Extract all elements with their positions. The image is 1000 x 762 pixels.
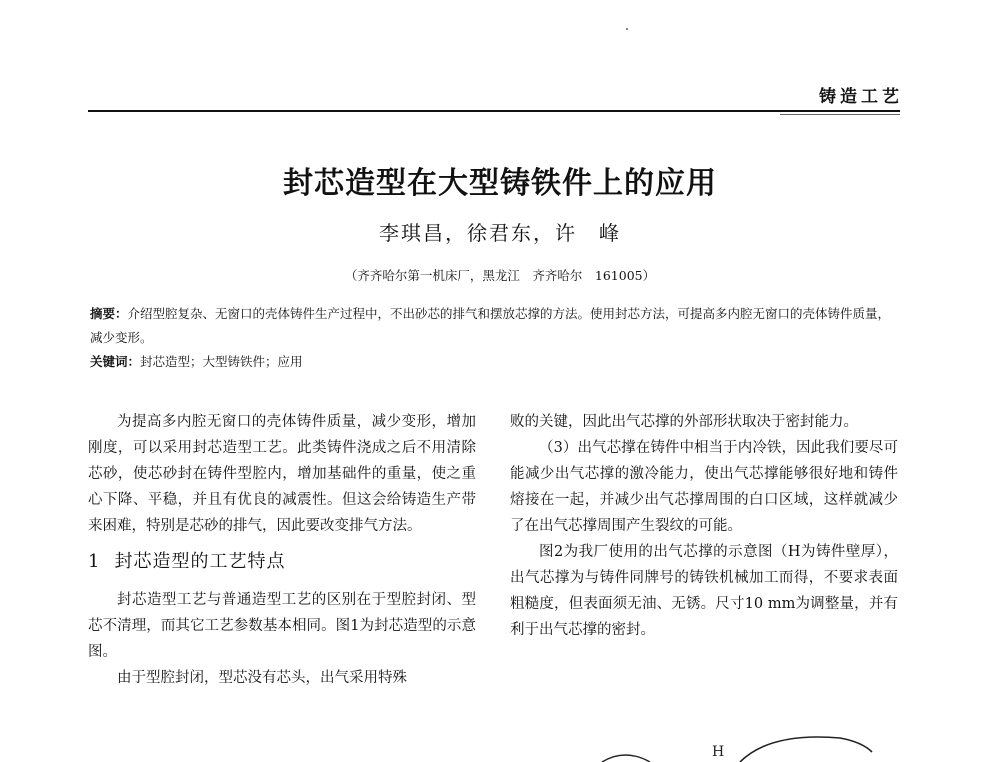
article-authors: 李琪昌，徐君东，许 峰 (379, 221, 621, 245)
header-rule-thin (780, 114, 900, 115)
body-paragraph-2: 由于型腔封闭，型芯没有芯头，出气采用特殊 (117, 670, 407, 686)
section-title: 封芯造型的工艺特点 (114, 551, 286, 572)
left-column (88, 409, 476, 691)
abstract-block (90, 302, 902, 374)
intro-paragraph: 为提高多内腔无窗口的壳体铸件质量，减少变形，增加刚度，可以采用封芯造型工艺。此类铸件浇成之后不用清除芯砂，使芯砂封在铸件型腔内，增加基础件的重量，使之重心下降、平稳，并且有优良的减震性。但这会给铸造生产带来困难，特别是芯砂的排气，因此要改变排气方法。 (88, 414, 476, 534)
section-label: 铸造工艺 (819, 87, 903, 107)
continued-paragraph: 败的关键，因此出气芯撑的外部形状取决于密封能力。 (510, 414, 858, 430)
figure-arc-right (740, 737, 872, 762)
body-paragraph-3: （3）出气芯撑在铸件中相当于内冷铁，因此我们要尽可能减少出气芯撑的激冷能力，使出气芯撑能够很好地和铸件熔接在一起，并减少出气芯撑周围的白口区域，这样就减少了在出气芯撑周围产生裂纹的可能。 (510, 440, 898, 534)
right-column (510, 409, 898, 643)
keywords-label: 关键词： (90, 354, 141, 369)
body-paragraph-1: 封芯造型工艺与普通造型工艺的区别在于型腔封闭、型芯不清理，而其它工艺参数基本相同。图1为封芯造型的示意图。 (88, 592, 476, 660)
body-paragraph-4: 图2为我厂使用的出气芯撑的示意图（H为铸件壁厚），出气芯撑为与铸件同牌号的铸铁机械加工而得，不要求表面粗糙度，但表面须无油、无锈。尺寸10 mm为调整量，并有利于出气芯撑的密封。 (510, 544, 898, 638)
figure-arc-left (602, 755, 650, 762)
abstract-paragraph (90, 302, 902, 350)
abstract-label: 摘要： (90, 306, 128, 321)
article-affiliation: （齐齐哈尔第一机床厂，黑龙江 齐齐哈尔 161005） (344, 268, 656, 283)
figure-label-h: H (712, 744, 725, 760)
keywords-text: 封芯造型；大型铸铁件；应用 (140, 354, 303, 369)
header-rule (88, 110, 900, 112)
article-title: 封芯造型在大型铸铁件上的应用 (283, 166, 717, 201)
figure-2-partial (600, 736, 900, 762)
keywords-paragraph (90, 350, 902, 374)
section-heading (88, 549, 476, 575)
abstract-text: 介绍型腔复杂、无窗口的壳体铸件生产过程中，不出砂芯的排气和摆放芯撑的方法。使用封芯方法，可提高多内腔无窗口的壳体铸件质量，减少变形。 (90, 306, 891, 345)
scan-speck (626, 28, 628, 30)
section-number: 1 (88, 551, 101, 572)
